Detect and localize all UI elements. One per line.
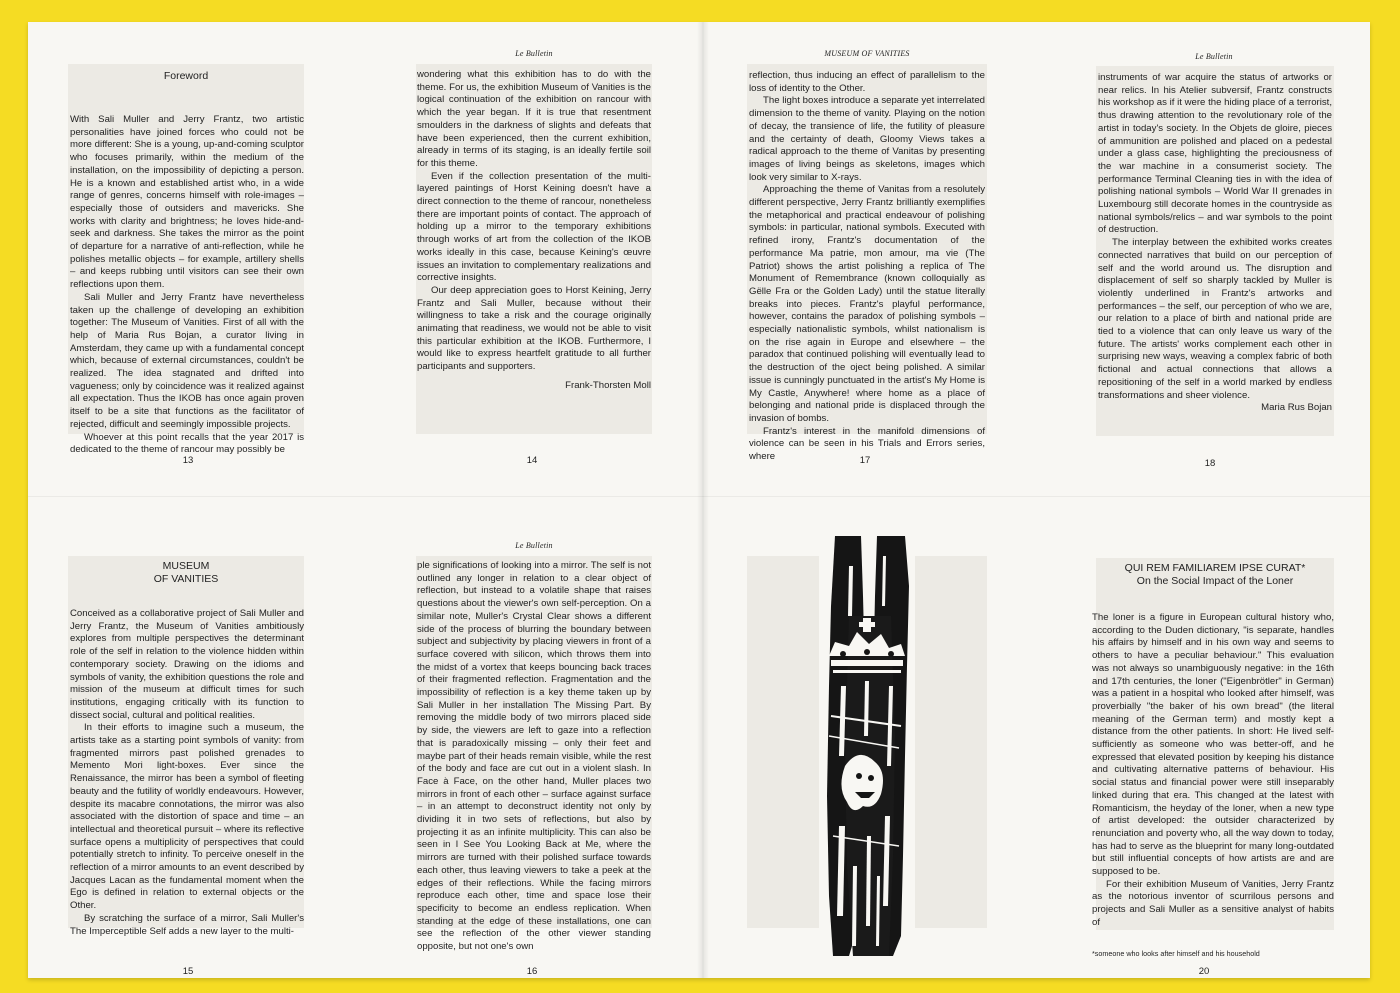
page-number: 17 <box>859 455 871 466</box>
paragraph: For their exhibition Museum of Vanities, Jerry Frantz as the notorious inventor of scurrilous persons and projects and Sali Muller as a sensitive analyst of habits of <box>1092 878 1334 928</box>
paragraph: In their efforts to imagine such a museum, the artists take as a starting point symbols of vanity: from fragmented mirrors past polished grenades to Memento Mori light-boxes. Ever since the Renaissance, the mirror has been a symbol of fleeting beauty and the futility of worldly endeavours. However, despite its macabre connotations, the mirror was also associated with the distortion of space and time – an intellectual and theoretical pursuit – where its reflective surface opens a multiplicity of perspectives that could potentially stretch to infinity. To perceive oneself in the reflection of a mirror amounts to an event described by Jacques Lacan as the fundamental moment when the Ego is defined in relation to external objects or the Other. <box>70 722 304 912</box>
running-head: MUSEUM OF VANITIES <box>824 49 910 58</box>
paragraph: Even if the collection presentation of the multi-layered paintings of Horst Keining doesn't have a direct connection to the theme of rancour, nonetheless there are important points of contact. The approach of holding up a mirror to the temporary exhibitions through works of art from the collection of the IKOB works ideally in this case, because Keining's œuvre issues an invitation to complementary realizations and corrective insights. <box>417 170 651 284</box>
page-14 <box>368 22 698 496</box>
title-line: QUI REM FAMILIAREM IPSE CURAT* <box>1124 562 1306 574</box>
page-number: 18 <box>1204 458 1216 469</box>
paragraph: wondering what this exhibition has to do with the theme. For us, the exhibition Museum of Vanities is the logical continuation of the exhibition on rancour with which the year began. If it is true that resentment smoulders in the darkness of slights and defeats that have been experienced, then the current exhibition, already in terms of its staging, is an ideally fertile soil for this theme. <box>417 69 651 169</box>
page-artwork <box>709 496 1039 978</box>
booklet-spread <box>28 22 1370 978</box>
center-fold <box>697 22 709 978</box>
title-line: OF VANITIES <box>153 573 219 585</box>
paragraph: Approaching the theme of Vanitas from a resolutely different perspective, Jerry Frantz brilliantly exemplifies the metaphorical and practical endeavour of polishing symbols: in particular, national symbols. Executed with refined irony, Frantz's documentation of the performance Ma patrie, mon amour, ma vie (The Patriot) shows the artist polishing a replica of The Monument of Remembrance (known colloquially as Gëlle Fra or the Golden Lady) until the statue literally breaks into pieces. Frantz's playful performance, however, contains the paradox of polishing symbols – especially nationalistic symbols, whilst nationalism is on the rise again in Europe and elsewhere – the paradox that continued polishing will eventually lead to the destruction of the oject being polished. A similar issue is cunningly punctuated in the artist's My Home is My Castle, Anywhere! where home as a place of belonging and national pride is displaced through the invasion of bombs. <box>749 184 985 424</box>
text-column <box>1092 612 1334 944</box>
text-column <box>70 114 304 456</box>
page-number: 20 <box>1198 966 1210 977</box>
subtitle-line: On the Social Impact of the Loner <box>1136 575 1294 587</box>
footnote: *someone who looks after himself and his household <box>1092 949 1260 958</box>
running-head: Le Bulletin <box>515 49 553 58</box>
woodcut-artwork-image <box>819 536 915 956</box>
page-15 <box>28 496 358 978</box>
paragraph: instruments of war acquire the status of artworks or near relics. In his Atelier subversif, Frantz constructs his workshop as if it were the hiding place of a terrorist, thus drawing attention to the revolutionary role of the artist in today's society. In the Objets de gloire, pieces of ammunition are polished and placed on a pedestal under a glass case, highlighting the preciousness of the war machine in a consumerist society. The performance Terminal Cleaning ties in with the idea of polishing national symbols – World War II grenades in Luxembourg still decorate homes in the countryside as national symbols/relics – and war symbols to the point of destruction. <box>1098 72 1332 236</box>
paragraph: The interplay between the exhibited works creates connected narratives that build on our perception of self and the world around us. The disruption and displacement of self so sharply tackled by Muller is violently underlined in Frantz's artworks and performances – the self, our perception of who we are, our relation to a place of birth and national pride are tied to a violence that can only leave us wary of the future. The artists' works complement each other in surprising new ways, weaving a complex fabric of both fictional and actual connections that allows a repositioning of the self in a world marked by endless transformations and sheer violence. <box>1098 237 1332 401</box>
paragraph: ple significations of looking into a mirror. The self is not outlined any longer in relation to a clear object of reflection, but instead to a volatile shape that raises questions about the viewer's own self-perception. On a similar note, Muller's Crystal Clear shows a different side of the process of blurring the boundary between subject and subjectivity by placing viewers in front of a surface covered with silicon, which throws them into the midst of a vortex that keeps bouncing back traces of their fragmented reflection. Fragmentation and the impossibility of reflection is a key theme taken up by Sali Muller in her installation The Missing Part. By removing the middle body of two mirrors placed side by side, the viewers are left to gaze into a reflection that is paradoxically missing – only their feet and maybe part of their heads remain visible, while the rest of the body and face are cut out in a violent slash. In Face à Face, on the other hand, Muller places two mirrors in front of each other – surface against surface – in an attempt to deconstruct identity not only by dividing it in two sets of reflections, but also by projecting it as an infinite multiplicity. This can also be seen in I See You Looking Back at Me, where the mirrors are turned with their polished surface towards each other, thus leaving viewers to take a peek at the edges of their reflections. While the facing mirrors reproduce each other, time and space lose their specificity to become an endless replication. When standing at the edge of these installations, one can see the reflection of the other viewer standing opposite, but not one's own <box>417 560 651 953</box>
text-column <box>417 69 651 391</box>
running-head: Le Bulletin <box>515 541 553 550</box>
page-17 <box>709 22 1039 496</box>
page-number: 15 <box>182 966 194 977</box>
paragraph: By scratching the surface of a mirror, Sali Muller's The Imperceptible Self adds a new layer to the multi- <box>70 912 304 937</box>
page-number: 13 <box>182 455 194 466</box>
text-column <box>1098 72 1332 414</box>
page-number: 16 <box>526 966 538 977</box>
running-head: Le Bulletin <box>1195 52 1233 61</box>
page-18 <box>1048 22 1370 496</box>
page-13 <box>28 22 358 496</box>
paragraph: The light boxes introduce a separate yet interrelated dimension to the theme of vanity. Playing on the notion of decay, the transience of life, the futility of pleasure and the certainty of death, Gloomy Views takes a radical approach to the theme of Vanitas by presenting images of living beings as skeletons, images which look very similar to X-rays. <box>749 95 985 183</box>
paragraph: Whoever at this point recalls that the year 2017 is dedicated to the theme of rancour may possibly be <box>70 431 304 456</box>
title-line: MUSEUM <box>162 560 210 572</box>
paragraph: Conceived as a collaborative project of Sali Muller and Jerry Frantz, the Museum of Vanities ambitiously explores from multiple perspectives the determinant role of the self in relation to the violence hidden within contemporary society. Drawing on the idioms and symbols of vanity, the exhibition questions the role and mission of the museum at difficult times for such institutions, engaging critically with its function to dissect social, cultural and political realities. <box>70 608 304 721</box>
section-title <box>68 560 304 586</box>
paragraph: Our deep appreciation goes to Horst Keining, Jerry Frantz and Sali Muller, because without their willingness to take a risk and the courage originally animating that readiness, we would not be able to visit this particular exhibition at the IKOB. Furthermore, I would like to express heartfelt gratitude to all further participants and supporters. <box>417 284 651 373</box>
paragraph: With Sali Muller and Jerry Frantz, two artistic personalities have joined forces who could not be more different: She is a young, up-and-coming sculptor who focuses primarily, within the medium of the installation, on the impossibility of depicting a person. He is a known and established artist who, in a wide range of genres, concerns himself with role-images – especially those of outsiders and mavericks. She works with clarity and brightness; he loves hide-and-seek and darkness. She takes the mirror as the point of departure for a narrative of anti-reflection, while he polishes metallic objects – for example, artillery shells – and keeps rubbing until visitors can see their own reflections upon them. <box>70 114 304 291</box>
page-16 <box>368 496 698 978</box>
paragraph: reflection, thus inducing an effect of parallelism to the loss of identity to the Other. <box>749 70 985 94</box>
section-title <box>1096 562 1334 588</box>
paragraph: The loner is a figure in European cultural history who, according to the Duden dictionary, "is separate, handles his affairs by himself and in his own way and seems to others to have a peculiar behaviour." This evaluation was not always so unambiguously negative: in the 16th and 17th centuries, the loner ("Eigenbrötler" in German) was a patient in a hospital who looked after himself, was proverbially "the baker of his own bread" (the literal meaning of the German term) and mostly kept a distance from the other patients. In short: He lived self-sufficiently as someone who was better-off, and he expressed that elevated position by keeping his distance and cultivating alternative patterns of behaviour. His social status and financial power were still inseparably linked during that era. This changed at the latest with Romanticism, the heyday of the loner, when a new type of artist developed: the outsider characterized by renunciation and poverty who, all the way down to today, has had to serve as the blueprint for many long-outdated but still influential concepts of how artists are and are supposed to be. <box>1092 612 1334 878</box>
paragraph: Sali Muller and Jerry Frantz have nevertheless taken up the challenge of developing an exhibition together: The Museum of Vanities. First of all with the help of Maria Rus Bojan, a curator living in Amsterdam, they came up with a fundamental concept which, because of external circumstances, couldn't be realized. The idea stagnated and drifted into vagueness; only by coincidence was it realized against all expectation. Thus the IKOB has once again proven itself to be a site that functions as the facilitator of rejected, difficult and seemingly impossible projects. <box>70 291 304 430</box>
signature: Maria Rus Bojan <box>1261 402 1332 414</box>
paragraph: Frantz's interest in the manifold dimensions of violence can be seen in his Trials and Errors series, where <box>749 425 985 463</box>
page-20 <box>1048 496 1370 978</box>
page-number: 14 <box>526 455 538 466</box>
text-column <box>417 560 651 960</box>
text-column <box>70 608 304 958</box>
page-title: Foreword <box>163 70 209 82</box>
signature: Frank-Thorsten Moll <box>565 379 651 391</box>
